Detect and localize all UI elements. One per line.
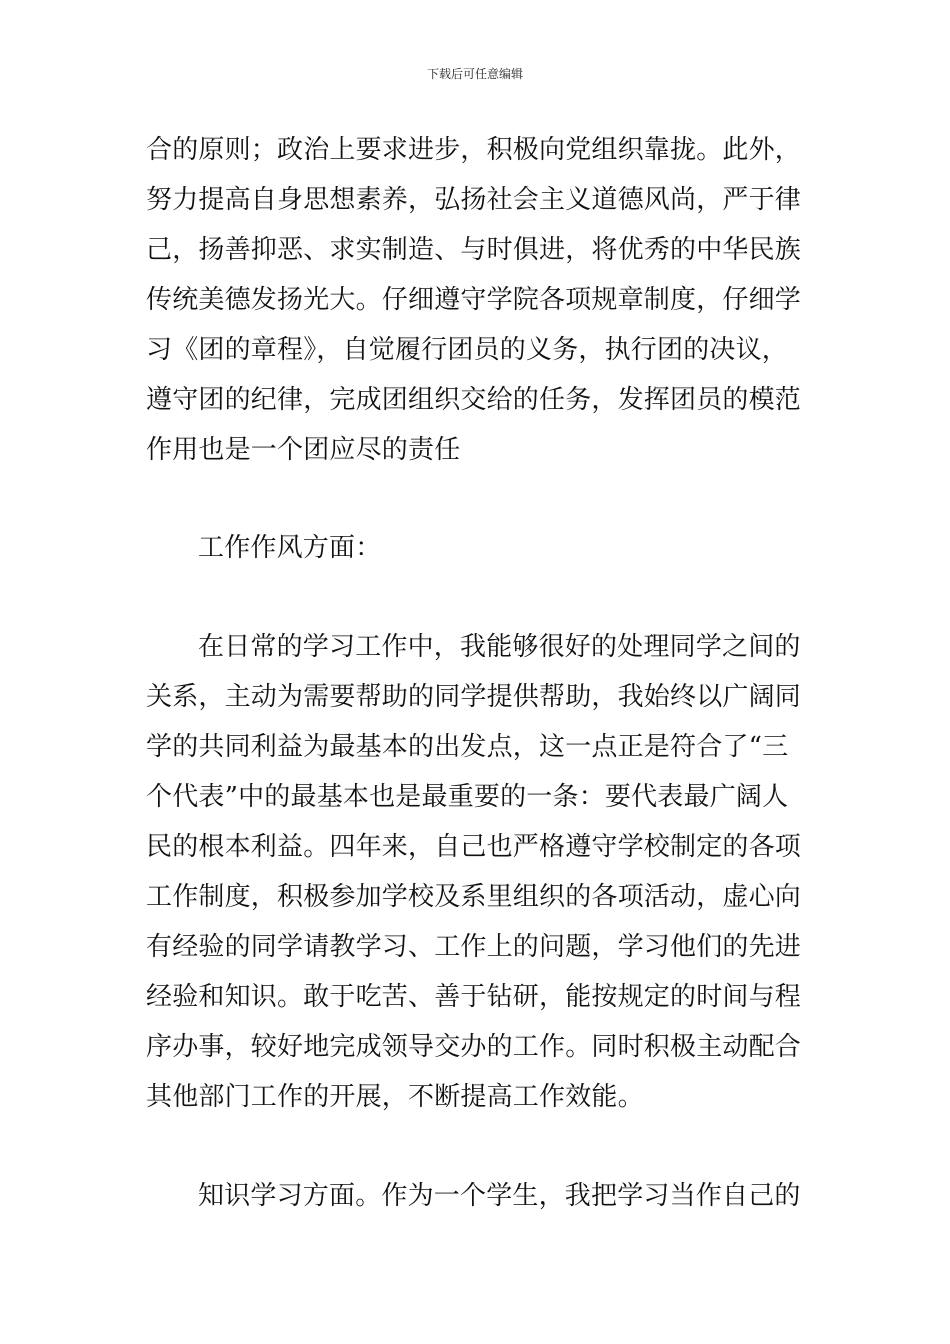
text-line: 合的原则；政治上要求进步，积极向党组织靠拢。此外， [146, 135, 802, 165]
text-line: 经验和知识。敢于吃苦、善于钻研，能按规定的时间与程 [146, 982, 802, 1012]
text-line: 个代表”中的最基本也是最重要的一条：要代表最广阔人 [146, 782, 789, 812]
text-line: 遵守团的纪律，完成团组织交给的任务，发挥团员的模范 [146, 385, 802, 415]
page-header-note: 下载后可任意编辑 [426, 67, 523, 81]
text-line: 习《团的章程》，自觉履行团员的义务，执行团的决议， [146, 335, 789, 365]
text-line: 努力提高自身思想素养，弘扬社会主义道德风尚，严于律 [146, 185, 802, 215]
text-line: 民的根本利益。四年来，自己也严格遵守学校制定的各项 [146, 832, 802, 862]
text-line: 序办事，较好地完成领导交办的工作。同时积极主动配合 [146, 1032, 802, 1062]
text-line: 学的共同利益为最基本的出发点，这一点正是符合了“三 [146, 732, 789, 762]
text-line: 知识学习方面。作为一个学生，我把学习当作自己的 [198, 1181, 801, 1211]
text-line: 工作制度，积极参加学校及系里组织的各项活动，虚心向 [146, 882, 802, 912]
section-heading-work-style: 工作作风方面： [198, 533, 382, 563]
text-line: 传统美德发扬光大。仔细遵守学院各项规章制度，仔细学 [146, 285, 802, 315]
text-line: 有经验的同学请教学习、工作上的问题，学习他们的先进 [146, 932, 802, 962]
text-line: 己，扬善抑恶、求实制造、与时俱进，将优秀的中华民族 [146, 235, 802, 265]
text-line: 在日常的学习工作中，我能够很好的处理同学之间的 [198, 632, 801, 662]
text-line: 作用也是一个团应尽的责任 [146, 435, 461, 465]
text-line: 其他部门工作的开展，不断提高工作效能。 [146, 1082, 644, 1112]
text-line: 关系，主动为需要帮助的同学提供帮助，我始终以广阔同 [146, 682, 802, 712]
